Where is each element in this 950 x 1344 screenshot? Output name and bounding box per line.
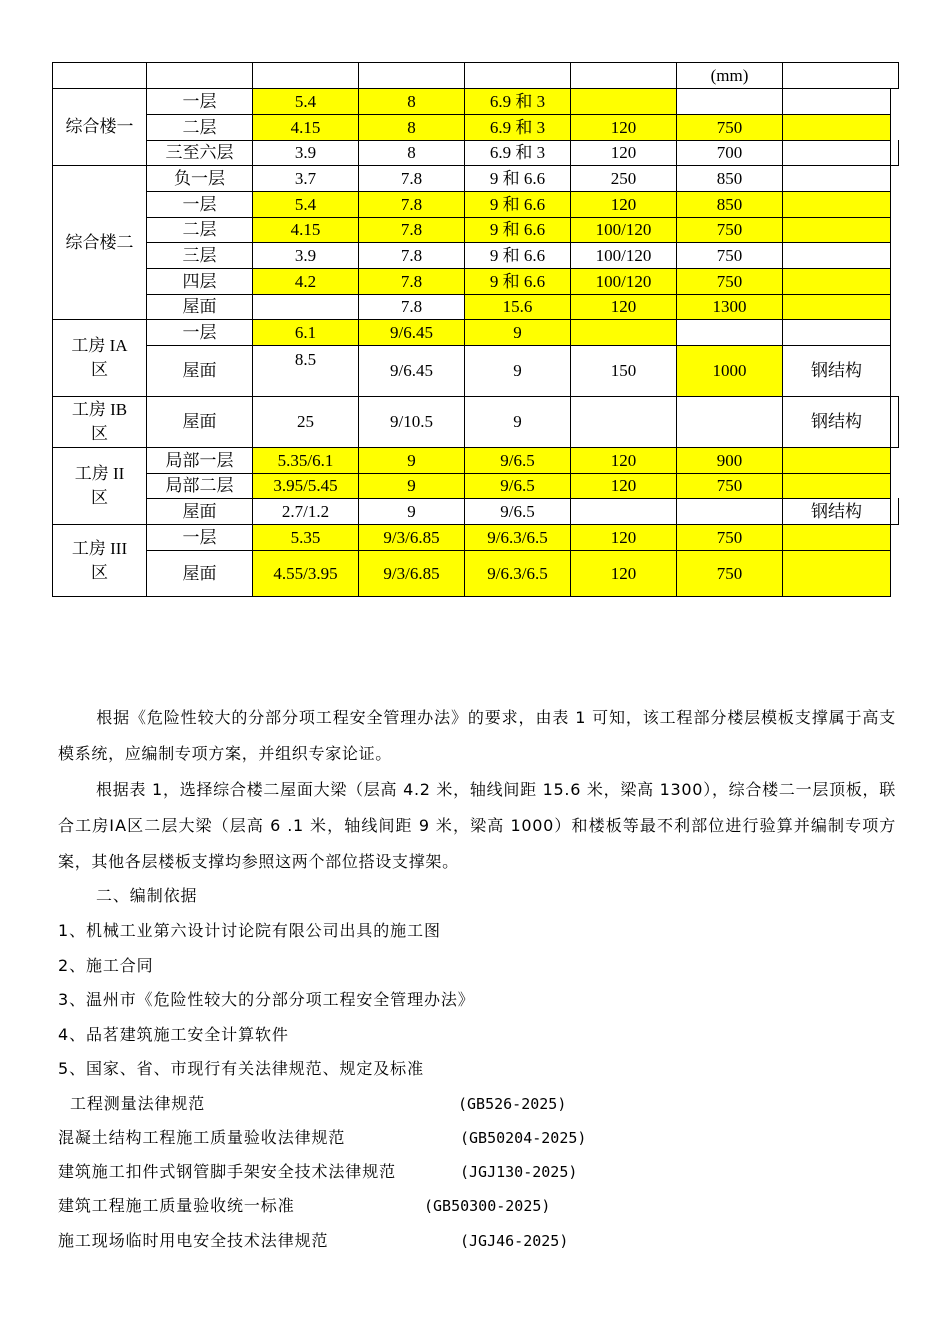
value-cell <box>571 89 676 114</box>
value-cell: 8 <box>407 143 416 162</box>
value-cell: 9/6.5 <box>465 474 570 498</box>
value-cell: 9 <box>513 412 522 431</box>
paragraph-2: 根据表 1，选择综合楼二屋面大梁（层高 4.2 米，轴线间距 15.6 米，梁高 1300），综合楼二一层顶板，联合工房ⅠA区二层大梁（层高 6 .1 米，轴线间距 9 米，梁高 1000）和楼板等最不利部位进行验算并编制专项方案，其他各层楼板支撑均参照这两个部位搭设支撑架。 <box>58 780 896 871</box>
value-cell <box>783 269 890 294</box>
value-cell: 钢结构 <box>811 501 862 521</box>
group-name: 综合楼一 <box>65 117 134 136</box>
standard-code: (GB526-2025) <box>458 1095 567 1113</box>
value-cell: 750 <box>677 551 782 596</box>
value-cell <box>783 525 890 550</box>
floor-cell: 三至六层 <box>165 143 234 162</box>
floor-cell: 四层 <box>182 271 217 291</box>
value-cell <box>677 397 782 447</box>
value-cell: 120 <box>571 551 676 596</box>
value-cell: 6.9 和 3 <box>489 143 546 162</box>
value-cell: 750 <box>677 115 782 140</box>
value-cell: 3.95/5.45 <box>253 474 358 498</box>
value-cell: 250 <box>610 168 637 188</box>
standard-name: 工程测量法律规范 <box>70 1094 206 1113</box>
value-cell: 5.35 <box>253 525 358 550</box>
value-cell: 9/6.5 <box>500 501 535 521</box>
list-item: 3、温州市《危险性较大的分部分项工程安全管理办法》 <box>58 990 475 1009</box>
value-cell: 3.9 <box>294 245 317 265</box>
group-name-line: 工房 IA <box>71 336 128 355</box>
value-cell: 750 <box>677 525 782 550</box>
floor-cell: 局部一层 <box>165 450 234 470</box>
standard-name: 混凝土结构工程施工质量验收法律规范 <box>58 1128 346 1147</box>
list-item: 4、品茗建筑施工安全计算软件 <box>58 1025 289 1044</box>
value-cell: 120 <box>571 474 676 498</box>
value-cell: 8 <box>359 115 464 140</box>
value-cell <box>571 499 676 524</box>
value-cell <box>571 397 676 447</box>
floor-cell: 局部二层 <box>165 476 234 495</box>
value-cell <box>783 115 890 140</box>
group-name-line: 区 <box>91 360 108 379</box>
value-cell: 750 <box>677 269 782 294</box>
value-cell: 850 <box>716 168 743 188</box>
value-cell: 9 <box>407 501 416 521</box>
value-cell <box>783 192 890 217</box>
value-cell: 100/120 <box>571 218 676 242</box>
value-cell: 钢结构 <box>811 361 862 380</box>
paragraph-1: 根据《危险性较大的分部分项工程安全管理办法》的要求，由表 1 可知，该工程部分楼层模板支撑属于高支模系统，应编制专项方案，并组织专家论证。 <box>58 708 896 763</box>
value-cell: 120 <box>610 143 637 162</box>
value-cell: 15.6 <box>465 295 570 319</box>
floor-cell: 一层 <box>182 322 217 342</box>
floor-cell: 三层 <box>182 245 217 265</box>
value-cell <box>677 499 782 524</box>
group-name-line: 区 <box>91 488 108 507</box>
value-cell: 1300 <box>677 295 782 319</box>
value-cell: 9/6.3/6.5 <box>465 525 570 550</box>
value-cell: 9/6.45 <box>390 361 433 380</box>
value-cell: 9 和 6.6 <box>465 269 570 294</box>
value-cell: 9/3/6.85 <box>359 551 464 596</box>
value-cell: 4.15 <box>253 218 358 242</box>
list-item: 2、施工合同 <box>58 956 154 975</box>
group-name-line: 工房 II <box>74 464 125 483</box>
value-cell: 9/6.45 <box>359 320 464 345</box>
value-cell: 3.7 <box>294 168 317 188</box>
value-cell: 120 <box>571 192 676 217</box>
value-cell: 150 <box>610 361 637 380</box>
floor-cell: 一层 <box>182 194 217 214</box>
group-name-line: 工房 III <box>71 538 128 558</box>
value-cell: 4.15 <box>253 115 358 140</box>
floor-cell: 二层 <box>182 117 217 137</box>
value-cell: 9 和 6.6 <box>489 168 546 188</box>
value-cell: 1000 <box>677 346 782 396</box>
value-cell <box>783 89 890 114</box>
value-cell <box>783 141 890 165</box>
group-name <box>53 525 146 596</box>
value-cell: 6.9 和 3 <box>465 89 570 114</box>
value-cell: 7.8 <box>359 218 464 242</box>
group-name <box>53 320 146 396</box>
standard-name: 建筑工程施工质量验收统一标准 <box>58 1196 295 1215</box>
value-cell: 6.1 <box>253 320 358 345</box>
value-cell: 700 <box>716 143 743 162</box>
floor-cell: 一层 <box>182 527 217 547</box>
value-cell: 7.8 <box>400 168 423 188</box>
header-unit: (mm) <box>710 65 749 85</box>
floor-cell: 负一层 <box>174 168 225 188</box>
value-cell: 9 <box>513 361 522 380</box>
floor-cell: 二层 <box>182 220 217 239</box>
value-cell <box>783 448 890 473</box>
value-cell: 5.4 <box>253 192 358 217</box>
group-name <box>53 397 146 447</box>
floor-cell: 屋面 <box>182 361 217 380</box>
value-cell: 9/6.3/6.5 <box>465 551 570 596</box>
value-cell: 7.8 <box>359 192 464 217</box>
group-name-line: 工房 IB <box>71 400 128 419</box>
value-cell <box>783 218 890 242</box>
value-cell <box>571 320 676 345</box>
floor-cell: 屋面 <box>182 563 217 583</box>
group-name-line: 区 <box>91 562 108 582</box>
value-cell: 750 <box>716 245 743 265</box>
value-cell <box>783 320 890 345</box>
value-cell: 4.2 <box>253 269 358 294</box>
value-cell <box>783 295 890 319</box>
value-cell: 120 <box>571 295 676 319</box>
section-title: 二、编制依据 <box>96 886 198 905</box>
floor-cell: 屋面 <box>182 412 217 431</box>
value-cell: 9 <box>359 448 464 473</box>
value-cell <box>253 295 358 319</box>
value-cell: 9 <box>465 320 570 345</box>
value-cell: 5.35/6.1 <box>253 448 358 473</box>
standard-name: 建筑施工扣件式钢管脚手架安全技术法律规范 <box>58 1162 397 1181</box>
value-cell: 5.4 <box>253 89 358 114</box>
value-cell: 25 <box>297 412 314 431</box>
value-cell: 9/6.5 <box>465 448 570 473</box>
structure-table <box>52 62 898 597</box>
value-cell: 850 <box>677 192 782 217</box>
group-name: 综合楼二 <box>65 232 134 252</box>
value-cell: 120 <box>571 448 676 473</box>
value-cell: 750 <box>677 474 782 498</box>
value-cell: 750 <box>677 218 782 242</box>
group-name <box>53 448 146 524</box>
value-cell: 100/120 <box>571 269 676 294</box>
standard-code: (JGJ130-2025) <box>460 1163 578 1181</box>
value-cell: 钢结构 <box>811 412 862 431</box>
value-cell: 8.5 <box>294 350 317 369</box>
value-cell: 7.8 <box>400 245 423 265</box>
standard-name: 施工现场临时用电安全技术法律规范 <box>58 1231 329 1250</box>
value-cell: 100/120 <box>595 245 652 265</box>
value-cell: 900 <box>677 448 782 473</box>
standard-code: (GB50300-2025) <box>424 1197 551 1215</box>
value-cell: 120 <box>571 115 676 140</box>
value-cell: 120 <box>571 525 676 550</box>
value-cell <box>677 89 782 114</box>
value-cell: 6.9 和 3 <box>465 115 570 140</box>
list-item: 5、国家、省、市现行有关法律规范、规定及标准 <box>58 1059 424 1078</box>
list-item: 1、机械工业第六设计讨论院有限公司出具的施工图 <box>58 921 441 940</box>
value-cell <box>783 551 890 596</box>
value-cell: 8 <box>359 89 464 114</box>
floor-cell: 屋面 <box>182 297 217 316</box>
floor-cell: 一层 <box>182 91 217 111</box>
standard-code: (GB50204-2025) <box>460 1129 587 1147</box>
floor-cell: 屋面 <box>182 501 217 521</box>
value-cell: 9 和 6.6 <box>465 192 570 217</box>
value-cell: 2.7/1.2 <box>281 501 330 521</box>
value-cell: 7.8 <box>359 269 464 294</box>
value-cell <box>783 474 890 498</box>
value-cell: 7.8 <box>400 297 423 316</box>
value-cell <box>783 243 890 268</box>
value-cell: 9/10.5 <box>390 412 433 431</box>
group-name-line: 区 <box>91 424 108 443</box>
value-cell <box>783 166 890 191</box>
value-cell: 4.55/3.95 <box>253 551 358 596</box>
value-cell: 3.9 <box>294 143 317 162</box>
standard-code: (JGJ46-2025) <box>460 1232 569 1250</box>
value-cell: 9/3/6.85 <box>359 525 464 550</box>
value-cell: 9 <box>359 474 464 498</box>
value-cell: 9 和 6.6 <box>489 245 546 265</box>
value-cell <box>677 320 782 345</box>
value-cell: 9 和 6.6 <box>465 218 570 242</box>
